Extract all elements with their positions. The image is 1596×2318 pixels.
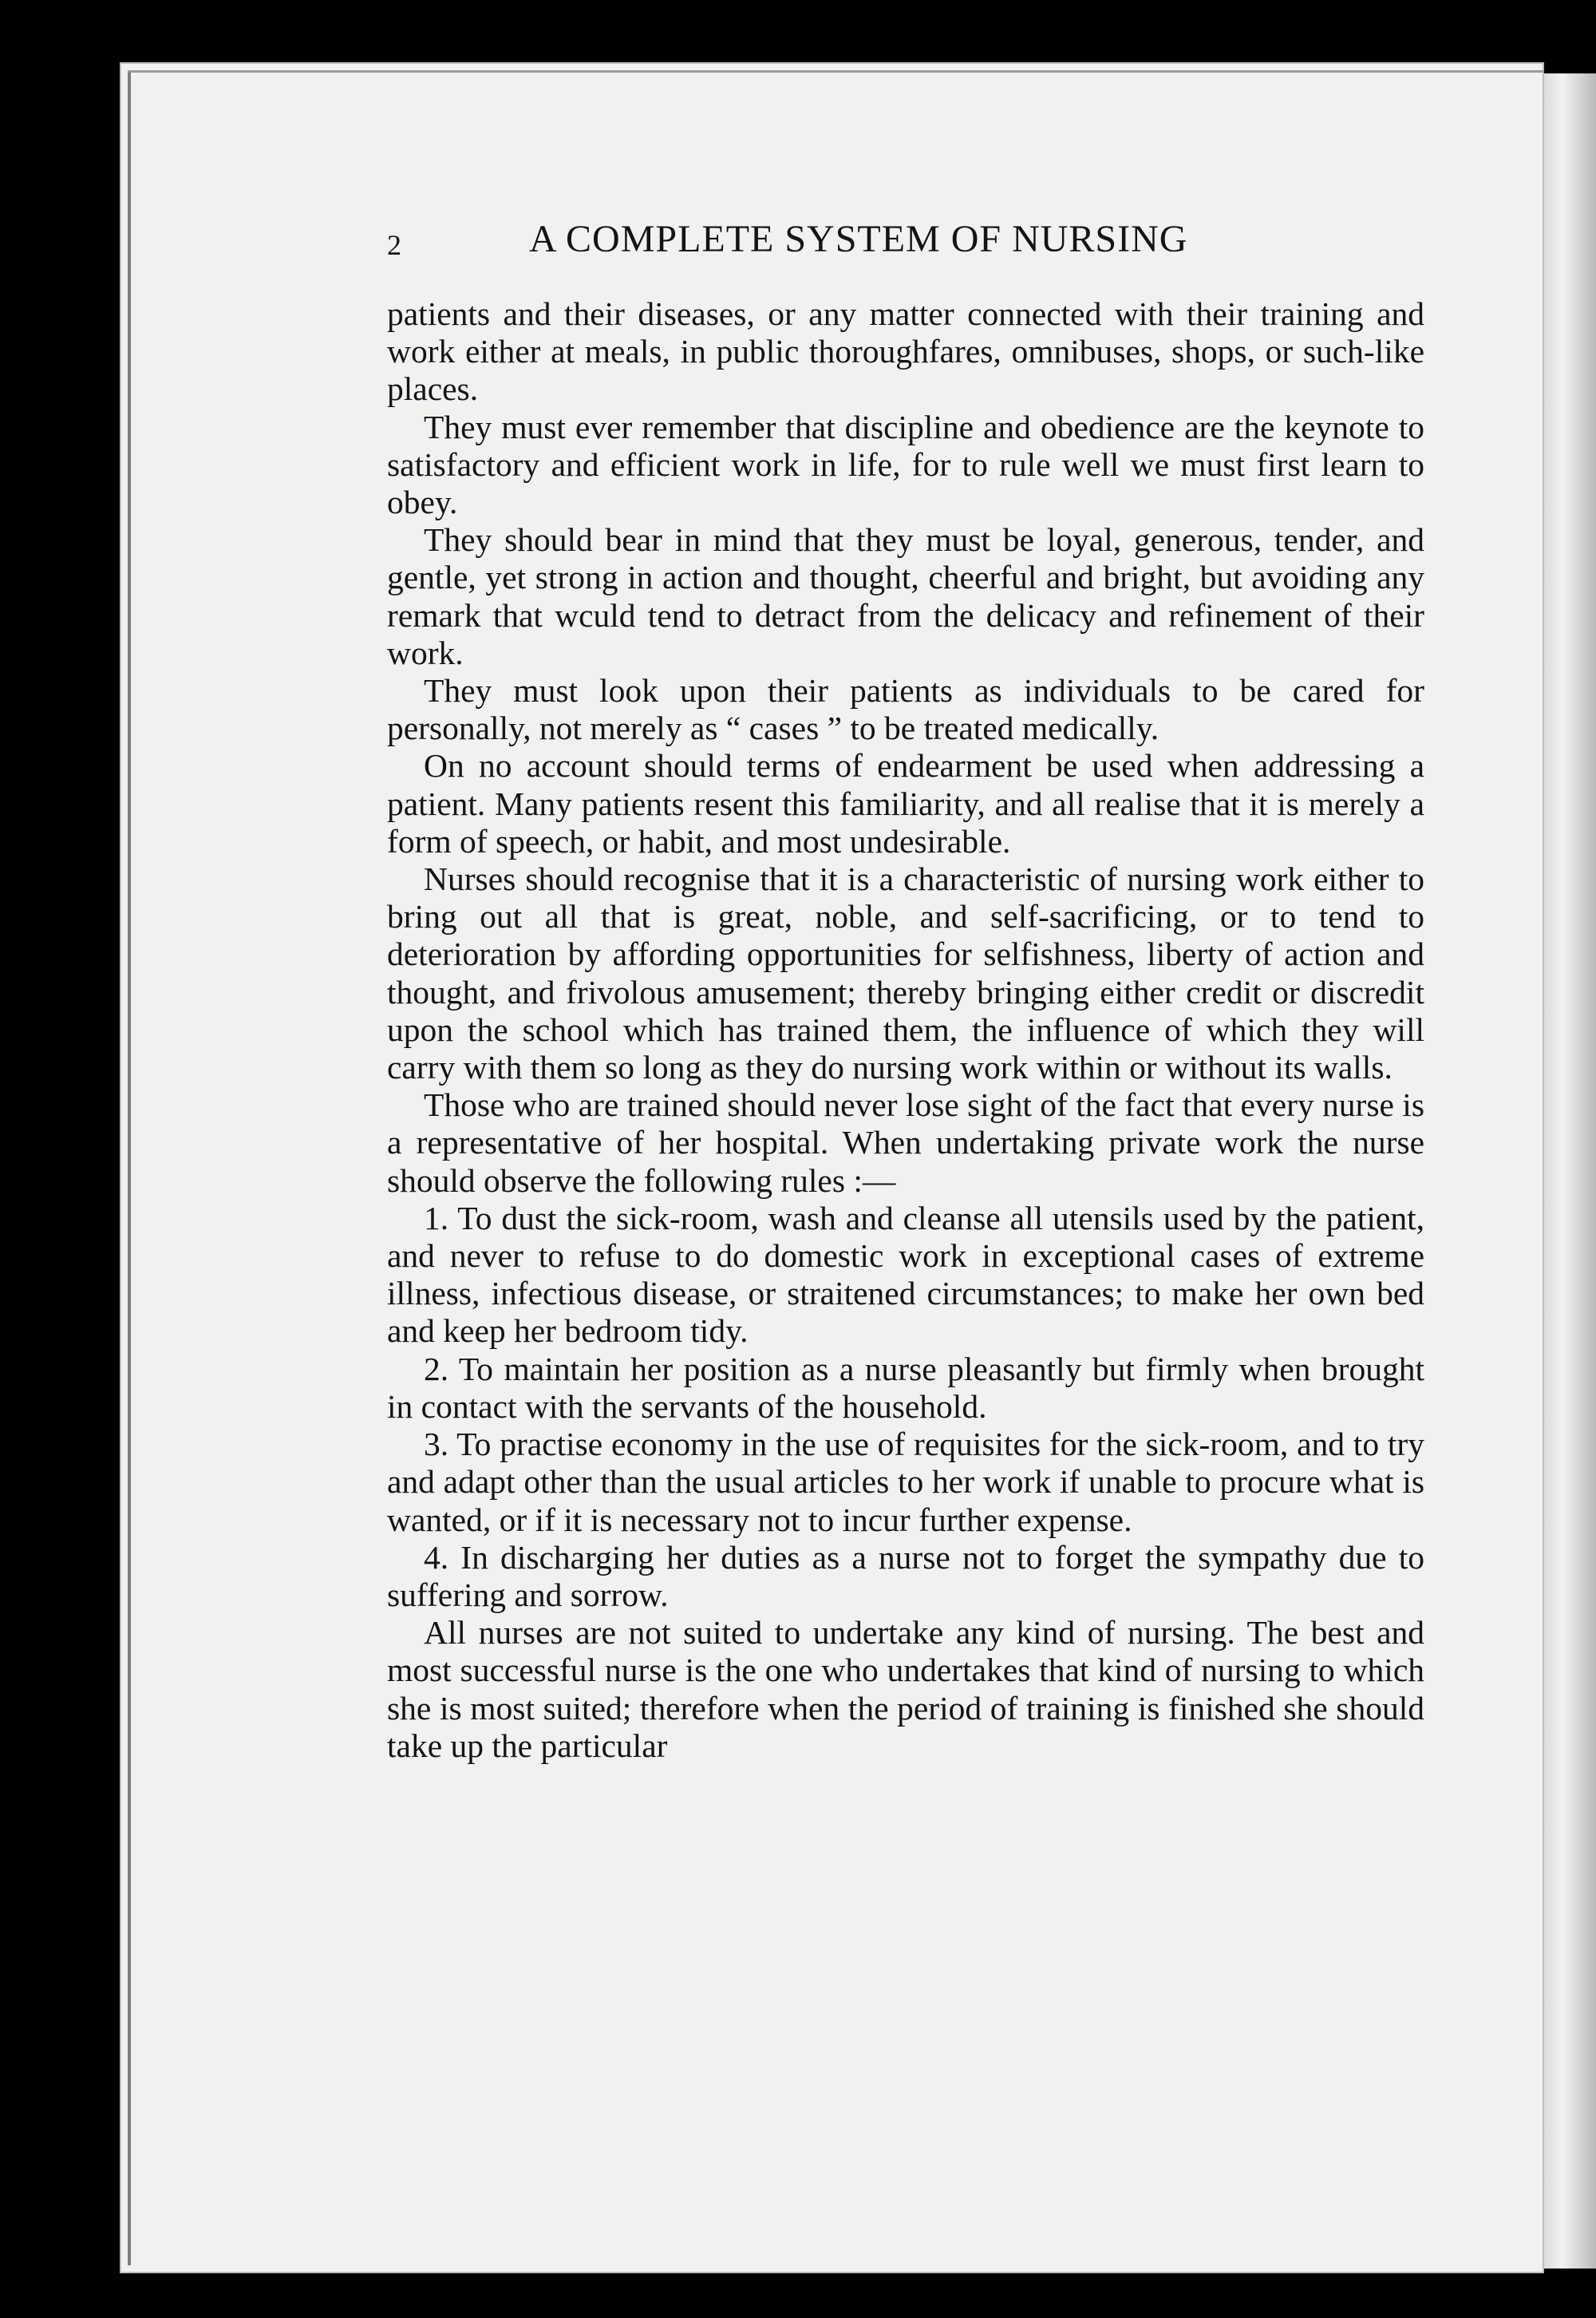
page-edge-shadow — [1544, 73, 1596, 2269]
rule-4: 4. In discharging her duties as a nurse not to forget the sympathy due to suffering and sorrow. — [387, 1538, 1424, 1613]
paragraph-final: All nurses are not suited to undertake any kind of nursing. The best and most successful nurse is the one who undertakes that kind of nursing to which she is most suited; therefore when the period of training is finished she should take up the particular — [387, 1614, 1424, 1764]
page-number: 2 — [387, 229, 401, 261]
rule-1: 1. To dust the sick-room, wash and cleanse all utensils used by the patient, and never to refuse to do domestic work in exceptional cases of extreme illness, infectious disease, or straitened circumstances; to make her own bed and keep her bedroom tidy. — [387, 1199, 1424, 1350]
page-border-left — [128, 70, 131, 2265]
paragraph-2: They must ever remember that discipline and obedience are the keynote to satisfactory and efficient work in life, for to rule well we must first learn to obey. — [387, 408, 1424, 521]
paragraph-5: On no account should terms of endearment be used when addressing a patient. Many patients resent this familiarity, and all realise that it is merely a form of speech, or habit, and most undesirable. — [387, 747, 1424, 860]
paragraph-6: Nurses should recognise that it is a characteristic of nursing work either to bring out all that is great, noble, and self-sacrificing, or to tend to deterioration by affording opportunities for selfishness, liberty of action and thought, and frivolous amusement; thereby bringing either credit or discredit upon the school which has trained them, the influence of which they will carry with them so long as they do nursing work within or without its walls. — [387, 860, 1424, 1086]
running-title: A COMPLETE SYSTEM OF NURSING — [529, 218, 1188, 260]
paragraph-7: Those who are trained should never lose sight of the fact that every nurse is a representative of her hospital. When undertaking private work the nurse should observe the following rules :— — [387, 1086, 1424, 1199]
page-content — [387, 217, 1424, 1765]
running-head — [387, 217, 1424, 273]
paragraph-4: They must look upon their patients as individuals to be cared for personally, not merely as “ cases ” to be treated medically. — [387, 672, 1424, 747]
page-border-top — [128, 70, 1544, 73]
rule-2: 2. To maintain her position as a nurse pleasantly but firmly when brought in contact with the servants of the household. — [387, 1350, 1424, 1425]
rule-3: 3. To practise economy in the use of requisites for the sick-room, and to try and adapt other than the usual articles to her work if unable to procure what is wanted, or if it is necessary not to incur further expense. — [387, 1426, 1424, 1538]
paragraph-1: patients and their diseases, or any matter connected with their training and work either at meals, in public thoroughfares, omnibuses, shops, or such-like places. — [387, 295, 1424, 408]
paragraph-3: They should bear in mind that they must be loyal, generous, tender, and gentle, yet strong in action and thought, cheerful and bright, but avoiding any remark that wculd tend to detract from the delicacy and refinement of their work. — [387, 521, 1424, 671]
